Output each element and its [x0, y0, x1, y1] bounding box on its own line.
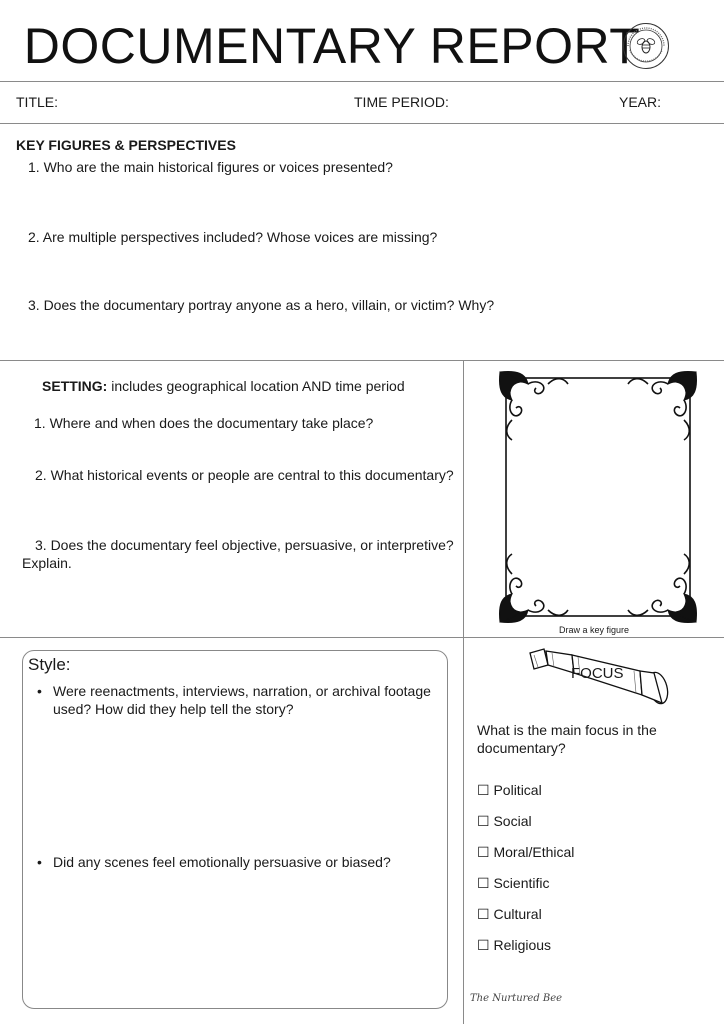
setting-heading-bold: SETTING:	[42, 378, 108, 394]
page-title: DOCUMENTARY REPORT	[23, 18, 641, 74]
focus-question: What is the main focus in the documentary?	[477, 722, 657, 756]
divider	[0, 637, 724, 638]
setting-question-1: 1. Where and when does the documentary take place?	[34, 415, 374, 431]
setting-question-3: 3. Does the documentary feel objective, persuasive, or interpretive? Explain.	[22, 537, 454, 571]
style-bullet-2	[37, 853, 438, 871]
style-title: Style:	[28, 655, 71, 674]
setting-question-2: 2. What historical events or people are central to this documentary?	[35, 467, 454, 483]
style-bullet-2-text: Did any scenes feel emotionally persuasive or biased?	[53, 854, 391, 870]
option-label: Cultural	[493, 906, 542, 922]
column-divider	[463, 360, 464, 1024]
style-bullet-1-text: Were reenactments, interviews, narration, or archival footage used? How did they help tell the story?	[53, 683, 431, 717]
divider	[0, 360, 724, 361]
checkbox-icon[interactable]: ☐	[477, 937, 490, 953]
focus-label: FOCUS	[571, 665, 624, 682]
ornate-frame-icon	[498, 370, 698, 624]
title-label: TITLE:	[16, 94, 59, 110]
key-figures-heading: KEY FIGURES & PERSPECTIVES	[16, 137, 236, 153]
bee-seal-icon	[622, 22, 670, 70]
checkbox-icon[interactable]: ☐	[477, 782, 490, 798]
checkbox-icon[interactable]: ☐	[477, 875, 490, 891]
option-label: Scientific	[493, 875, 550, 891]
focus-option-political[interactable]	[477, 782, 542, 799]
style-bullet-1	[37, 682, 438, 718]
checkbox-icon[interactable]: ☐	[477, 906, 490, 922]
info-row	[0, 82, 724, 124]
checkbox-icon[interactable]: ☐	[477, 813, 490, 829]
key-figures-question-3: 3. Does the documentary portray anyone as a hero, villain, or victim? Why?	[28, 297, 495, 313]
time-period-label: TIME PERIOD:	[354, 94, 449, 110]
focus-option-moral-ethical[interactable]	[477, 844, 574, 861]
drawing-caption: Draw a key figure	[558, 625, 630, 635]
setting-heading	[42, 377, 405, 395]
header	[0, 0, 724, 82]
focus-option-religious[interactable]	[477, 937, 551, 954]
bullet-icon: •	[37, 854, 42, 870]
focus-option-scientific[interactable]	[477, 875, 549, 892]
focus-option-social[interactable]	[477, 813, 532, 830]
key-figures-question-1: 1. Who are the main historical figures or voices presented?	[28, 159, 393, 175]
checkbox-icon[interactable]: ☐	[477, 844, 490, 860]
setting-heading-text: includes geographical location AND time period	[107, 378, 405, 394]
year-label: YEAR:	[619, 94, 662, 110]
option-label: Social	[493, 813, 532, 829]
option-label: Religious	[493, 937, 552, 953]
brand-logo: The Nurtured Bee	[470, 993, 563, 1004]
focus-option-cultural[interactable]	[477, 906, 542, 923]
bullet-icon: •	[37, 683, 42, 699]
option-label: Political	[493, 782, 542, 798]
option-label: Moral/Ethical	[493, 844, 575, 860]
key-figures-question-2: 2. Are multiple perspectives included? Whose voices are missing?	[28, 229, 438, 245]
